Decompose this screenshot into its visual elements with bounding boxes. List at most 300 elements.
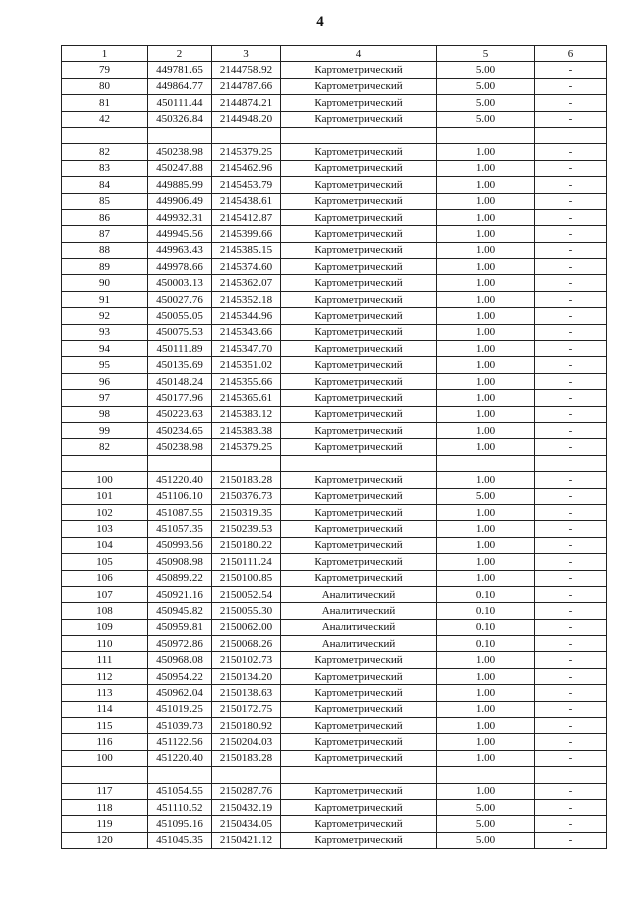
table-cell: 80	[62, 78, 148, 94]
table-cell: 1.00	[437, 177, 535, 193]
table-cell: 0.10	[437, 619, 535, 635]
table-cell: 2145347.70	[212, 341, 281, 357]
table-cell: 96	[62, 373, 148, 389]
table-cell	[62, 767, 148, 783]
table-cell: 450055.05	[148, 308, 212, 324]
table-row	[62, 701, 607, 717]
table-cell: 450908.98	[148, 554, 212, 570]
table-cell: 2150068.26	[212, 636, 281, 652]
table-cell: -	[535, 685, 607, 701]
table-cell: 105	[62, 554, 148, 570]
table-cell: 2145462.96	[212, 160, 281, 176]
table-cell: -	[535, 586, 607, 602]
table-cell: -	[535, 734, 607, 750]
table-cell: 451057.35	[148, 521, 212, 537]
table-row	[62, 504, 607, 520]
table-cell: 2150180.22	[212, 537, 281, 553]
table-cell: -	[535, 406, 607, 422]
table-cell: Картометрический	[281, 308, 437, 324]
table-cell: 1.00	[437, 750, 535, 766]
table-cell: 1.00	[437, 160, 535, 176]
table-cell: 449906.49	[148, 193, 212, 209]
table-cell: Картометрический	[281, 373, 437, 389]
table-cell: Картометрический	[281, 685, 437, 701]
table-row	[62, 193, 607, 209]
table-cell: 5.00	[437, 816, 535, 832]
header-cell: 4	[281, 46, 437, 62]
table-row	[62, 816, 607, 832]
table-cell	[535, 127, 607, 143]
table-cell: -	[535, 603, 607, 619]
table-cell	[535, 767, 607, 783]
table-cell: 94	[62, 341, 148, 357]
table-cell: 108	[62, 603, 148, 619]
table-row	[62, 521, 607, 537]
table-cell: 118	[62, 799, 148, 815]
table-cell: -	[535, 160, 607, 176]
table-cell: 2150111.24	[212, 554, 281, 570]
table-cell: 1.00	[437, 193, 535, 209]
table-cell: 88	[62, 242, 148, 258]
table-cell: 1.00	[437, 668, 535, 684]
table-cell: 451122.56	[148, 734, 212, 750]
table-cell: 2150052.54	[212, 586, 281, 602]
table-cell: 112	[62, 668, 148, 684]
table-row	[62, 373, 607, 389]
table-cell: 451095.16	[148, 816, 212, 832]
table-cell: Картометрический	[281, 291, 437, 307]
table-cell: 1.00	[437, 341, 535, 357]
table-row	[62, 685, 607, 701]
table-cell: 113	[62, 685, 148, 701]
table-cell: 449963.43	[148, 242, 212, 258]
table-cell: 2145344.96	[212, 308, 281, 324]
table-cell: 450968.08	[148, 652, 212, 668]
table-cell: 2144874.21	[212, 95, 281, 111]
table-row	[62, 160, 607, 176]
table-cell: 84	[62, 177, 148, 193]
table-cell: -	[535, 537, 607, 553]
table-cell	[535, 455, 607, 471]
table-cell: 2150204.03	[212, 734, 281, 750]
table-row	[62, 357, 607, 373]
table-row	[62, 422, 607, 438]
table-cell: 1.00	[437, 259, 535, 275]
table-cell: 117	[62, 783, 148, 799]
table-cell: 0.10	[437, 586, 535, 602]
table-cell: 2150138.63	[212, 685, 281, 701]
table-cell: -	[535, 62, 607, 78]
table-cell: 1.00	[437, 226, 535, 242]
table-cell	[62, 455, 148, 471]
table-cell: 79	[62, 62, 148, 78]
table-cell: -	[535, 341, 607, 357]
table-row	[62, 259, 607, 275]
table-cell: 1.00	[437, 242, 535, 258]
table-cell: 5.00	[437, 78, 535, 94]
table-cell: 2150134.20	[212, 668, 281, 684]
table-cell: -	[535, 144, 607, 160]
table-cell: 450111.89	[148, 341, 212, 357]
table-cell: -	[535, 816, 607, 832]
table-cell: 93	[62, 324, 148, 340]
table-cell: 102	[62, 504, 148, 520]
table-cell: 2150180.92	[212, 718, 281, 734]
table-cell: Картометрический	[281, 242, 437, 258]
table-cell: 100	[62, 750, 148, 766]
table-cell: 104	[62, 537, 148, 553]
table-cell: 2145343.66	[212, 324, 281, 340]
table-row	[62, 242, 607, 258]
table-cell: Картометрический	[281, 324, 437, 340]
table-cell: 109	[62, 619, 148, 635]
table-cell: -	[535, 373, 607, 389]
table-row	[62, 472, 607, 488]
table-cell: Картометрический	[281, 177, 437, 193]
table-cell: 2145355.66	[212, 373, 281, 389]
table-row	[62, 62, 607, 78]
table-cell: -	[535, 308, 607, 324]
table-cell: -	[535, 668, 607, 684]
table-row	[62, 554, 607, 570]
table-cell: 1.00	[437, 685, 535, 701]
table-cell: Картометрический	[281, 193, 437, 209]
table-cell: 2145379.25	[212, 144, 281, 160]
table-cell: -	[535, 570, 607, 586]
table-cell: Аналитический	[281, 603, 437, 619]
table-row	[62, 718, 607, 734]
table-cell: Аналитический	[281, 636, 437, 652]
table-cell: 1.00	[437, 308, 535, 324]
table-cell: 2145453.79	[212, 177, 281, 193]
table-cell: 1.00	[437, 390, 535, 406]
table-cell: 449864.77	[148, 78, 212, 94]
table-cell: 5.00	[437, 488, 535, 504]
table-cell: 5.00	[437, 62, 535, 78]
table-cell: 98	[62, 406, 148, 422]
table-cell: 106	[62, 570, 148, 586]
table-cell: 449932.31	[148, 209, 212, 225]
table-cell: -	[535, 291, 607, 307]
table-cell: 89	[62, 259, 148, 275]
table-cell: 450945.82	[148, 603, 212, 619]
table-cell: 1.00	[437, 718, 535, 734]
table-cell: 449781.65	[148, 62, 212, 78]
table-cell: -	[535, 701, 607, 717]
table-header-row	[62, 46, 607, 62]
table-row	[62, 275, 607, 291]
table-cell: 2150287.76	[212, 783, 281, 799]
table-cell: Картометрический	[281, 209, 437, 225]
table-row	[62, 767, 607, 783]
table-cell: -	[535, 209, 607, 225]
table-cell: 1.00	[437, 554, 535, 570]
table-cell: 97	[62, 390, 148, 406]
table-cell: 450959.81	[148, 619, 212, 635]
table-cell: Картометрический	[281, 734, 437, 750]
table-cell: 82	[62, 144, 148, 160]
table-cell: Картометрический	[281, 78, 437, 94]
table-row	[62, 144, 607, 160]
table-cell: -	[535, 636, 607, 652]
table-cell: 2145412.87	[212, 209, 281, 225]
table-cell: 1.00	[437, 357, 535, 373]
table-cell: 451110.52	[148, 799, 212, 815]
table-cell: 82	[62, 439, 148, 455]
table-cell: 451106.10	[148, 488, 212, 504]
table-cell: 1.00	[437, 439, 535, 455]
table-cell: 0.10	[437, 603, 535, 619]
table-cell: -	[535, 488, 607, 504]
table-cell: 450972.86	[148, 636, 212, 652]
table-cell: -	[535, 390, 607, 406]
table-cell: 451220.40	[148, 472, 212, 488]
table-cell: 2150434.05	[212, 816, 281, 832]
table-cell: -	[535, 799, 607, 815]
table-row	[62, 537, 607, 553]
table-cell: Картометрический	[281, 504, 437, 520]
table-cell: -	[535, 259, 607, 275]
table-cell	[437, 455, 535, 471]
table-cell: 5.00	[437, 95, 535, 111]
table-cell: 1.00	[437, 406, 535, 422]
table-cell: 2150062.00	[212, 619, 281, 635]
table-cell: 116	[62, 734, 148, 750]
table-cell: 2145399.66	[212, 226, 281, 242]
table-cell: Картометрический	[281, 111, 437, 127]
table-row	[62, 308, 607, 324]
table-cell: 119	[62, 816, 148, 832]
table-cell: 450135.69	[148, 357, 212, 373]
table-cell: 1.00	[437, 504, 535, 520]
table-cell: -	[535, 718, 607, 734]
table-cell: 2150183.28	[212, 472, 281, 488]
table-cell: Картометрический	[281, 259, 437, 275]
table-cell: -	[535, 554, 607, 570]
table-cell: Картометрический	[281, 62, 437, 78]
table-cell: 449978.66	[148, 259, 212, 275]
table-cell	[281, 767, 437, 783]
table-cell: Картометрический	[281, 472, 437, 488]
table-row	[62, 291, 607, 307]
table-cell	[281, 127, 437, 143]
table-row	[62, 406, 607, 422]
table-cell: Картометрический	[281, 570, 437, 586]
table-cell: 2150100.85	[212, 570, 281, 586]
table-cell: 450223.63	[148, 406, 212, 422]
table-cell: Картометрический	[281, 275, 437, 291]
table-cell: -	[535, 750, 607, 766]
table-cell: 2150102.73	[212, 652, 281, 668]
table-cell: 450003.13	[148, 275, 212, 291]
table-cell: 1.00	[437, 537, 535, 553]
table-cell: Картометрический	[281, 390, 437, 406]
table-cell: Картометрический	[281, 718, 437, 734]
table-cell: 450177.96	[148, 390, 212, 406]
table-cell: 115	[62, 718, 148, 734]
table-cell: -	[535, 95, 607, 111]
table-cell: Картометрический	[281, 652, 437, 668]
table-cell	[281, 455, 437, 471]
table-cell: 451087.55	[148, 504, 212, 520]
table-cell: 85	[62, 193, 148, 209]
header-cell: 2	[148, 46, 212, 62]
table-cell: 101	[62, 488, 148, 504]
table-cell: -	[535, 422, 607, 438]
table-row	[62, 324, 607, 340]
table-cell: 450238.98	[148, 144, 212, 160]
table-cell: 450148.24	[148, 373, 212, 389]
page-number: 4	[316, 14, 324, 30]
table-cell	[148, 127, 212, 143]
table-cell: Картометрический	[281, 750, 437, 766]
table-cell: 449885.99	[148, 177, 212, 193]
header-cell: 6	[535, 46, 607, 62]
table-cell: -	[535, 832, 607, 848]
table-cell: -	[535, 78, 607, 94]
table-cell: -	[535, 783, 607, 799]
table-cell: 42	[62, 111, 148, 127]
table-cell: Картометрический	[281, 799, 437, 815]
table-cell: -	[535, 324, 607, 340]
table-cell: 92	[62, 308, 148, 324]
table-cell: 1.00	[437, 472, 535, 488]
table-cell: 1.00	[437, 275, 535, 291]
table-cell: -	[535, 177, 607, 193]
table-cell: Картометрический	[281, 488, 437, 504]
table-row	[62, 78, 607, 94]
table-row	[62, 734, 607, 750]
table-cell: 90	[62, 275, 148, 291]
table-cell: 2145379.25	[212, 439, 281, 455]
table-cell: 451220.40	[148, 750, 212, 766]
table-row	[62, 636, 607, 652]
table-cell: 2150421.12	[212, 832, 281, 848]
table-cell: -	[535, 226, 607, 242]
table-cell: -	[535, 357, 607, 373]
table-cell	[148, 455, 212, 471]
table-cell: 2144948.20	[212, 111, 281, 127]
table-row	[62, 390, 607, 406]
table-row	[62, 177, 607, 193]
coordinates-table	[61, 45, 607, 849]
table-cell: 2145374.60	[212, 259, 281, 275]
table-cell: Картометрический	[281, 832, 437, 848]
table-cell: 450075.53	[148, 324, 212, 340]
table-cell: 450234.65	[148, 422, 212, 438]
table-cell: 1.00	[437, 373, 535, 389]
table-cell: -	[535, 472, 607, 488]
table-cell	[148, 767, 212, 783]
table-cell: 86	[62, 209, 148, 225]
table-cell: 1.00	[437, 209, 535, 225]
table-row	[62, 127, 607, 143]
table-row	[62, 586, 607, 602]
table-row	[62, 226, 607, 242]
table-cell: 2145351.02	[212, 357, 281, 373]
table-cell: -	[535, 275, 607, 291]
table-cell: Картометрический	[281, 668, 437, 684]
table-cell	[212, 767, 281, 783]
table-cell: 91	[62, 291, 148, 307]
table-cell: 450111.44	[148, 95, 212, 111]
table-cell: 2150319.35	[212, 504, 281, 520]
table-cell: 110	[62, 636, 148, 652]
table-cell: 2145385.15	[212, 242, 281, 258]
table-cell: 1.00	[437, 734, 535, 750]
table-cell: 2144787.66	[212, 78, 281, 94]
table-cell: 450247.88	[148, 160, 212, 176]
table-cell: 99	[62, 422, 148, 438]
table-row	[62, 832, 607, 848]
table-row	[62, 570, 607, 586]
table-cell: -	[535, 521, 607, 537]
table-cell: 1.00	[437, 570, 535, 586]
table-cell: 81	[62, 95, 148, 111]
table-cell: 2145352.18	[212, 291, 281, 307]
table-cell: -	[535, 193, 607, 209]
table-cell: 87	[62, 226, 148, 242]
table-cell: -	[535, 242, 607, 258]
table-cell: 5.00	[437, 832, 535, 848]
table-cell: 2145438.61	[212, 193, 281, 209]
table-cell: 451054.55	[148, 783, 212, 799]
table-cell: Картометрический	[281, 160, 437, 176]
table-cell: Картометрический	[281, 226, 437, 242]
header-cell: 5	[437, 46, 535, 62]
table-cell: 1.00	[437, 144, 535, 160]
table-cell: 450954.22	[148, 668, 212, 684]
table-cell: 451045.35	[148, 832, 212, 848]
table-cell: 2150183.28	[212, 750, 281, 766]
table-cell: 114	[62, 701, 148, 717]
table-body	[62, 62, 607, 849]
table-cell	[437, 127, 535, 143]
table-cell: Картометрический	[281, 521, 437, 537]
table-cell: 2144758.92	[212, 62, 281, 78]
table-cell: 451039.73	[148, 718, 212, 734]
table-cell: 1.00	[437, 783, 535, 799]
table-row	[62, 111, 607, 127]
table-row	[62, 439, 607, 455]
table-row	[62, 95, 607, 111]
table-cell	[62, 127, 148, 143]
table-cell: 83	[62, 160, 148, 176]
table-cell: 1.00	[437, 521, 535, 537]
table-row	[62, 619, 607, 635]
table-cell: Картометрический	[281, 439, 437, 455]
table-cell: 2145362.07	[212, 275, 281, 291]
table-row	[62, 750, 607, 766]
table-cell: 2150432.19	[212, 799, 281, 815]
table-cell: Картометрический	[281, 341, 437, 357]
table-cell: -	[535, 619, 607, 635]
table-cell: 100	[62, 472, 148, 488]
table-row	[62, 488, 607, 504]
table-cell: 2150239.53	[212, 521, 281, 537]
table-cell: 450326.84	[148, 111, 212, 127]
table-row	[62, 799, 607, 815]
table-cell: Картометрический	[281, 554, 437, 570]
table-cell: 2145365.61	[212, 390, 281, 406]
table-cell: Картометрический	[281, 357, 437, 373]
table-cell: 120	[62, 832, 148, 848]
table-cell	[212, 455, 281, 471]
table-cell	[437, 767, 535, 783]
table-cell: Картометрический	[281, 406, 437, 422]
header-cell: 3	[212, 46, 281, 62]
table-cell: -	[535, 504, 607, 520]
